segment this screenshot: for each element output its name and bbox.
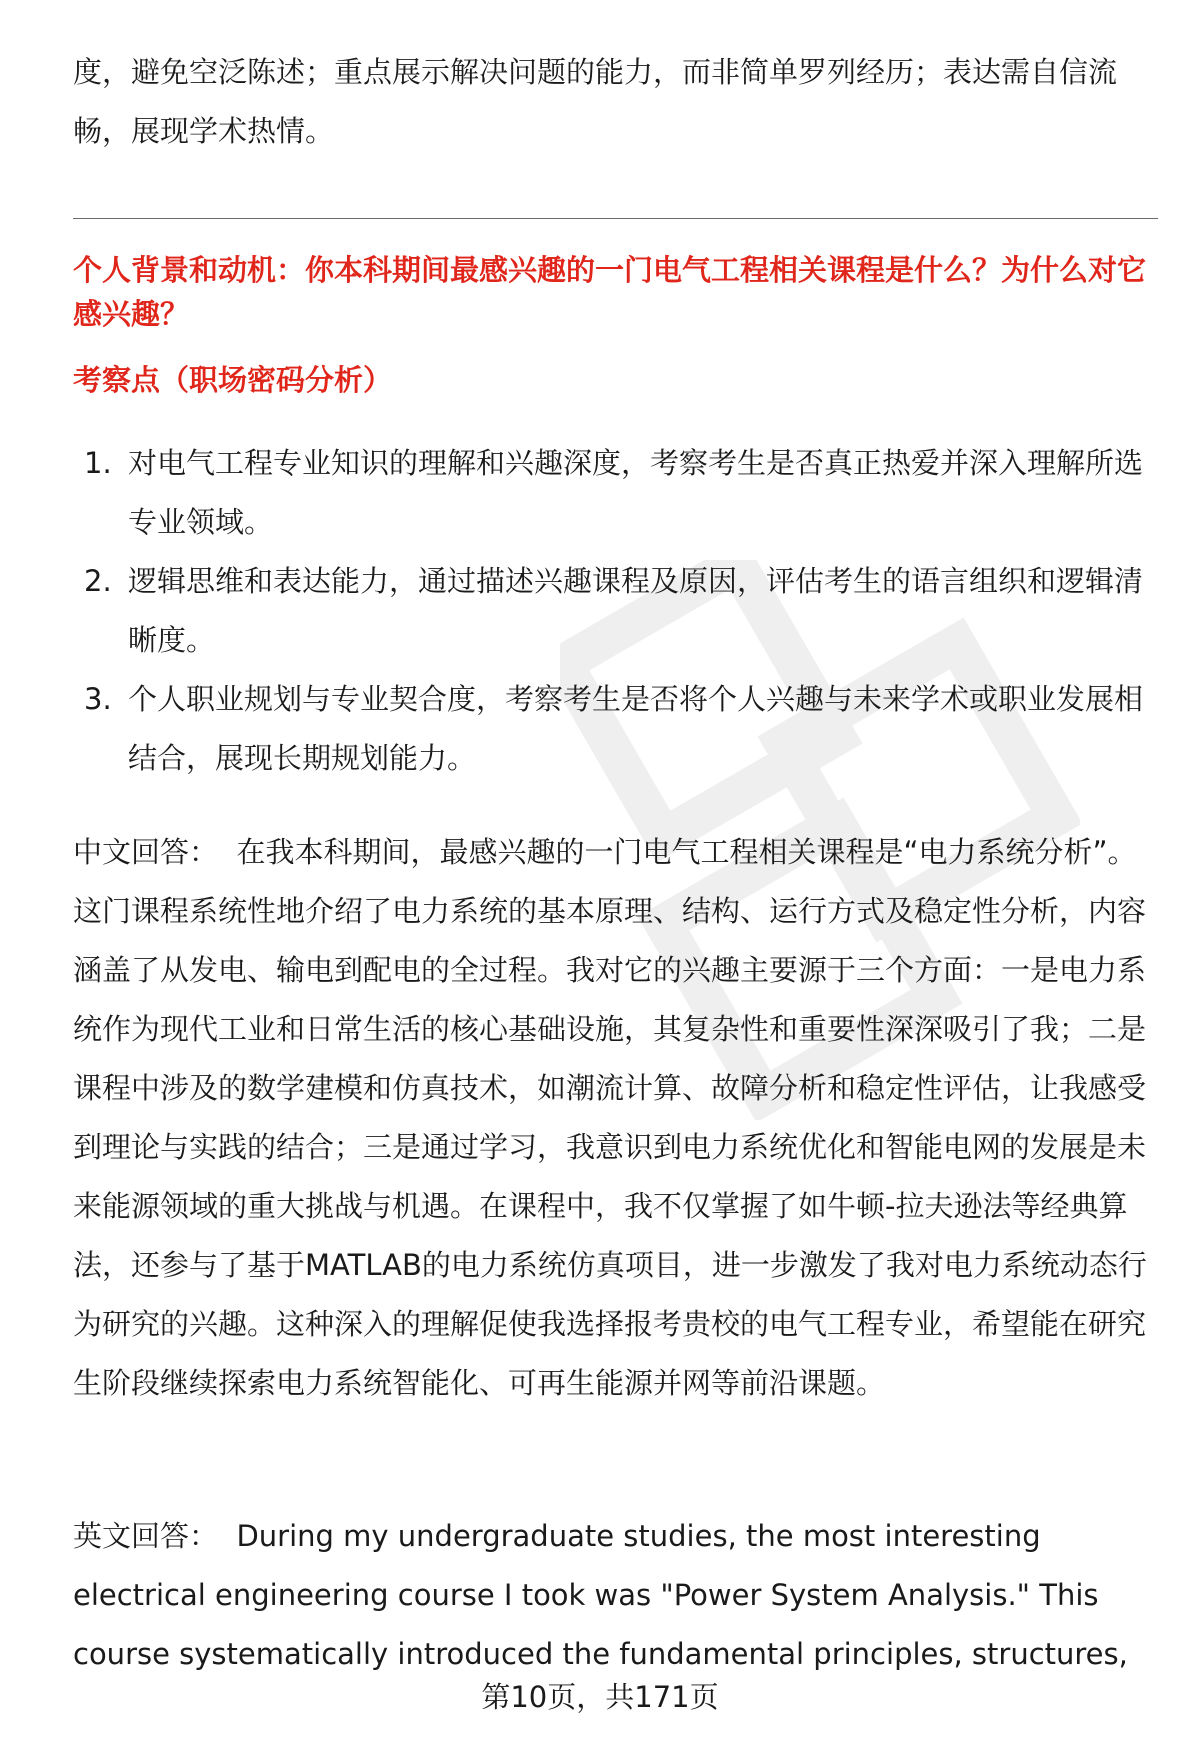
english-answer — [73, 1507, 1153, 1684]
list-item-number: 1. — [84, 446, 112, 480]
question-title: 个人背景和动机：你本科期间最感兴趣的一门电气工程相关课程是什么？为什么对它感兴趣？ — [73, 253, 1147, 331]
list-item-number: 3. — [84, 682, 112, 716]
english-answer-label: 英文回答： — [73, 1519, 219, 1553]
chinese-answer-label: 中文回答： — [73, 835, 219, 869]
list-item-number: 2. — [84, 564, 112, 598]
list-item-text: 个人职业规划与专业契合度，考察考生是否将个人兴趣与未来学术或职业发展相结合，展现长期规划能力。 — [128, 682, 1144, 775]
list-item — [73, 434, 1153, 552]
page-number-footer: 第10页，共171页 — [481, 1680, 719, 1714]
list-item — [73, 670, 1153, 788]
intro-tail-text: 度，避免空泛陈述；重点展示解决问题的能力，而非简单罗列经历；表达需自信流畅，展现学术热情。 — [73, 55, 1118, 148]
chinese-answer — [73, 823, 1153, 1413]
chinese-answer-text: 在我本科期间，最感兴趣的一门电气工程相关课程是“电力系统分析”。这门课程系统性地介绍了电力系统的基本原理、结构、运行方式及稳定性分析，内容涵盖了从发电、输电到配电的全过程。我对它的兴趣主要源于三个方面：一是电力系统作为现代工业和日常生活的核心基础设施，其复杂性和重要性深深吸引了我；二是课程中涉及的数学建模和仿真技术，如潮流计算、故障分析和稳定性评估，让我感受到理论与实践的结合；三是通过学习，我意识到电力系统优化和智能电网的发展是未来能源领域的重大挑战与机遇。在课程中，我不仅掌握了如牛顿-拉夫逊法等经典算法，还参与了基于MATLAB的电力系统仿真项目，进一步激发了我对电力系统动态行为研究的兴趣。这种深入的理解促使我选择报考贵校的电气工程专业，希望能在研究生阶段继续探索电力系统智能化、可再生能源并网等前沿课题。 — [73, 835, 1147, 1400]
list-item-text: 对电气工程专业知识的理解和兴趣深度，考察考生是否真正热爱并深入理解所选专业领域。 — [128, 446, 1144, 539]
assessment-points-list — [73, 434, 1153, 788]
list-item-text: 逻辑思维和表达能力，通过描述兴趣课程及原因，评估考生的语言组织和逻辑清晰度。 — [128, 564, 1144, 657]
english-answer-text: During my undergraduate studies, the most interesting electrical engineering course I took was "Power System Analysis." This course systematically introduced the fundamental principles, structures, — [73, 1519, 1128, 1671]
assessment-points-heading: 考察点（职场密码分析） — [73, 363, 393, 397]
list-item — [73, 552, 1153, 670]
section-divider — [73, 218, 1158, 219]
